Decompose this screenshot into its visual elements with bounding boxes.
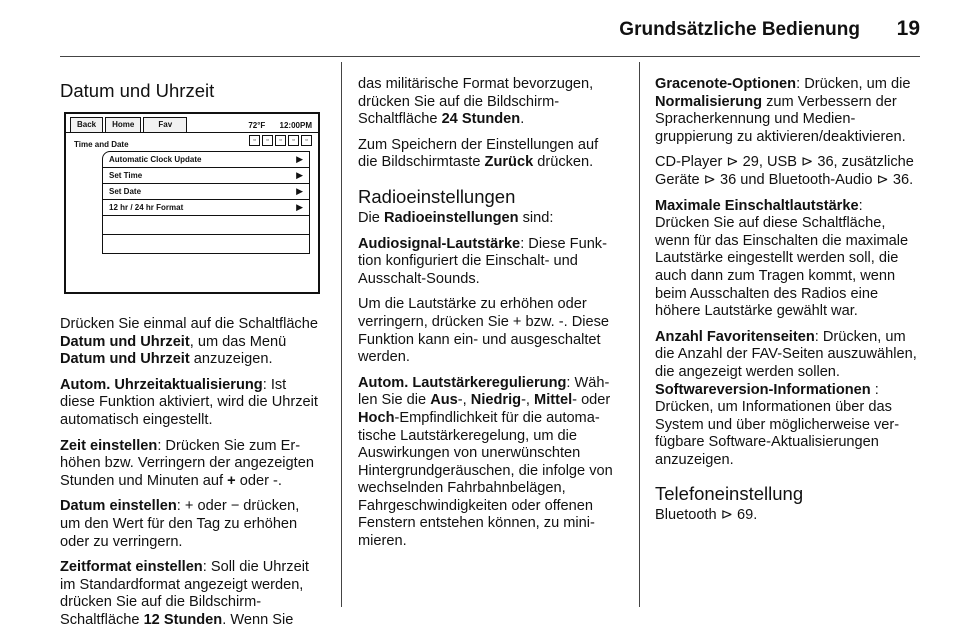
page-number: 19 bbox=[896, 17, 920, 40]
paragraph: Um die Lautstärke zu erhöhen oder verringern, drücken Sie + bzw. -. Diese Funktion kann ein- und ausgeschaltet werden. bbox=[358, 296, 610, 366]
screen-mini-icon: ▫ bbox=[249, 135, 260, 146]
screen-menu-label: Set Time bbox=[109, 171, 143, 180]
paragraph: Gracenote-Optionen: Drücken, um die Normalisierung zum Verbessern der Spracherkennung und Mediengruppierung zu aktivieren/deaktivieren. bbox=[655, 76, 911, 145]
screen-menu-row bbox=[102, 184, 310, 200]
screen-menu-label: Set Date bbox=[109, 187, 142, 196]
chevron-right-icon: ▶ bbox=[296, 202, 303, 212]
chevron-right-icon: ▶ bbox=[296, 170, 303, 180]
column-divider-1 bbox=[341, 62, 342, 607]
section-heading-datum-uhrzeit: Datum und Uhrzeit bbox=[60, 80, 215, 101]
screen-tab-fav: Fav bbox=[143, 117, 187, 132]
header-rule bbox=[60, 56, 920, 57]
running-header-title: Grundsätzliche Bedienung bbox=[619, 19, 860, 40]
screen-menu-row bbox=[102, 200, 310, 216]
paragraph: Drücken Sie einmal auf die Schaltfläche Datum und Uhrzeit, um das Menü Datum und Uhrzeit anzuzeigen. bbox=[60, 316, 318, 368]
screen-mini-icon: ▫ bbox=[288, 135, 299, 146]
paragraph: Datum einstellen: + oder − drücken, um den Wert für den Tag zu erhöhen oder zu verringern. bbox=[60, 498, 300, 550]
paragraph: Audiosignal-Lautstärke: Diese Funktion konfiguriert die Einschalt- und Ausschalt-Sounds. bbox=[358, 235, 607, 287]
paragraph-cross-references: CD-Player ⊳ 29, USB ⊳ 36, zusätzliche Geräte ⊳ 36 und Bluetooth-Audio ⊳ 36. bbox=[655, 154, 914, 188]
screen-temperature: 72°F bbox=[248, 121, 266, 130]
paragraph: Zeit einstellen: Drücken Sie zum Erhöhen bzw. Verringern der angezeigten Stunden und Minuten auf + oder -. bbox=[60, 437, 314, 489]
screen-illustration bbox=[60, 112, 322, 300]
section-heading-telefoneinstellung: Telefoneinstellung bbox=[655, 483, 804, 505]
paragraph: Zeitformat einstellen: Soll die Uhrzeit im Standardformat angezeigt werden, drücken Sie auf die Bildschirm-Schaltfläche 12 Stunden. Wenn Sie bbox=[60, 559, 309, 628]
screen-tab-home: Home bbox=[105, 117, 141, 132]
screen-tab-line bbox=[66, 132, 318, 133]
paragraph: Maximale Einschaltlautstärke: Drücken Sie auf diese Schaltfläche, wenn für das Einschalten die maximale Lautstärke eingestellt werden soll, die auch dann zum Tragen kommt, wenn beim Ausschalten des Radios eine höhere Lautstärke gewählt war. bbox=[655, 197, 909, 320]
screen-mini-icon: ▫ bbox=[262, 135, 273, 146]
screen-tabs bbox=[70, 117, 189, 132]
screen-menu-row bbox=[102, 168, 310, 184]
screen-menu-row bbox=[102, 151, 310, 168]
paragraph: Die Radioeinstellungen sind: bbox=[358, 209, 554, 226]
screen-tab-back: Back bbox=[70, 117, 103, 132]
section-heading-radioeinstellungen: Radioeinstellungen bbox=[358, 185, 516, 207]
screen-menu-list bbox=[102, 151, 310, 254]
screen-mini-icon: ▫ bbox=[301, 135, 312, 146]
paragraph: Anzahl Favoritenseiten: Drücken, um die Anzahl der FAV-Seiten auszuwählen, die angezeigt werden sollen. bbox=[655, 328, 917, 380]
screen-mini-icon: ▫ bbox=[275, 135, 286, 146]
paragraph-bluetooth-reference: Bluetooth ⊳ 69. bbox=[655, 507, 758, 524]
paragraph: Autom. Uhrzeitaktualisierung: Ist diese Funktion aktiviert, wird die Uhrzeit automatisch eingestellt. bbox=[60, 376, 318, 428]
column-1 bbox=[60, 80, 322, 638]
column-divider-2 bbox=[639, 62, 640, 607]
screen-menu-label: Automatic Clock Update bbox=[109, 155, 202, 164]
column-2 bbox=[358, 76, 620, 559]
screen-menu-row-empty bbox=[102, 216, 310, 235]
screen-time: 12:00PM bbox=[279, 121, 312, 130]
paragraph: das militärische Format bevorzugen, drücken Sie auf die Bildschirm-Schaltfläche 24 Stunden. bbox=[358, 76, 594, 128]
screen-menu-label: 12 hr / 24 hr Format bbox=[109, 203, 184, 212]
screen-menu-row-empty bbox=[102, 235, 310, 254]
paragraph: Autom. Lautstärkeregulierung: Wählen Sie die Aus-, Niedrig-, Mittel- oder Hoch-Empfindlichkeit für die automatische Lautstärkeregelung, um die Auswirkungen von unerwünschten Hintergrundgeräuschen, die infolge von wechselnden Fahrbahnbelägen, Fahrgeschwindigkeiten oder offenen Fenstern entstehen können, zu minimieren. bbox=[358, 374, 613, 550]
paragraph: Zum Speichern der Einstellungen auf die Bildschirmtaste Zurück drücken. bbox=[358, 136, 599, 171]
paragraph: Softwareversion-Informationen : Drücken, um Informationen über das System und über möglicherweise verfügbare Software-Aktualisierungen anzuzeigen. bbox=[655, 381, 900, 468]
infotainment-screen bbox=[64, 112, 320, 294]
screen-icon-group bbox=[249, 135, 312, 146]
chevron-right-icon: ▶ bbox=[296, 154, 303, 164]
screen-breadcrumb: Time and Date bbox=[74, 140, 129, 149]
column-3 bbox=[655, 76, 917, 533]
chevron-right-icon: ▶ bbox=[296, 186, 303, 196]
